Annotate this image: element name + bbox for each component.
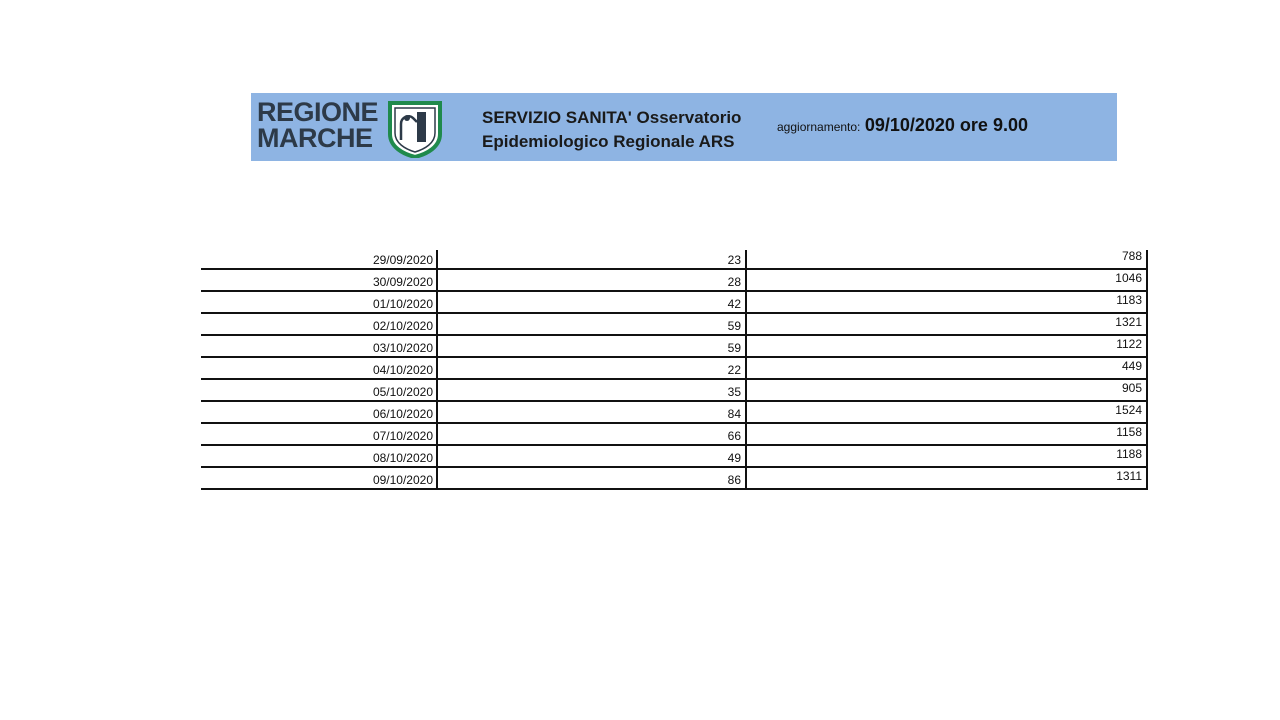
service-line-2: Epidemiologico Regionale ARS (482, 132, 735, 151)
logo-line-2: MARCHE (257, 123, 373, 153)
column-divider (745, 250, 747, 488)
tests-cell: 788 (1121, 249, 1142, 263)
new-cases-cell: 86 (727, 473, 741, 487)
table-row (201, 314, 1148, 336)
new-cases-cell: 35 (727, 385, 741, 399)
tests-cell: 1158 (1116, 425, 1142, 439)
tests-cell: 1183 (1116, 293, 1142, 307)
column-divider (436, 250, 438, 488)
new-cases-cell: 66 (727, 429, 741, 443)
tests-cell: 905 (1121, 381, 1142, 395)
table-row (201, 468, 1148, 490)
table-row (201, 446, 1148, 468)
logo-line-1: REGIONE (257, 97, 379, 127)
header-banner (251, 93, 1117, 161)
table-row (201, 402, 1148, 424)
update-info (777, 115, 1028, 136)
service-title (482, 106, 741, 154)
new-cases-cell: 22 (727, 363, 741, 377)
tests-cell: 1188 (1116, 447, 1142, 461)
date-cell: 07/10/2020 (372, 429, 433, 443)
new-cases-cell: 59 (727, 319, 741, 333)
date-cell: 02/10/2020 (372, 319, 433, 333)
cases-table (201, 250, 1148, 490)
table-row (201, 424, 1148, 446)
new-cases-cell: 84 (727, 407, 741, 421)
tests-cell: 1321 (1115, 315, 1142, 329)
tests-cell: 1046 (1115, 271, 1142, 285)
new-cases-cell: 42 (727, 297, 741, 311)
date-cell: 01/10/2020 (372, 297, 433, 311)
date-cell: 29/09/2020 (372, 253, 433, 267)
date-cell: 04/10/2020 (372, 363, 433, 377)
new-cases-cell: 28 (727, 275, 741, 289)
date-cell: 08/10/2020 (372, 451, 433, 465)
tests-cell: 449 (1121, 359, 1142, 373)
tests-cell: 1122 (1116, 337, 1142, 351)
service-line-1: SERVIZIO SANITA' Osservatorio (482, 108, 742, 127)
update-value: 09/10/2020 ore 9.00 (864, 115, 1028, 135)
update-label: aggiornamento: (777, 120, 861, 134)
date-cell: 03/10/2020 (372, 341, 433, 355)
regione-marche-shield-icon (387, 100, 443, 158)
table-row (201, 380, 1148, 402)
table-row (201, 250, 1148, 270)
table-row (201, 358, 1148, 380)
table-row (201, 270, 1148, 292)
date-cell: 09/10/2020 (372, 473, 433, 487)
regione-marche-logo (257, 99, 378, 151)
date-cell: 30/09/2020 (372, 275, 433, 289)
column-divider (1146, 250, 1148, 488)
new-cases-cell: 23 (727, 253, 741, 267)
date-cell: 05/10/2020 (372, 385, 433, 399)
table-row (201, 292, 1148, 314)
new-cases-cell: 49 (727, 451, 741, 465)
table-row (201, 336, 1148, 358)
tests-cell: 1524 (1115, 403, 1142, 417)
date-cell: 06/10/2020 (372, 407, 433, 421)
tests-cell: 1311 (1116, 469, 1142, 483)
new-cases-cell: 59 (727, 341, 741, 355)
